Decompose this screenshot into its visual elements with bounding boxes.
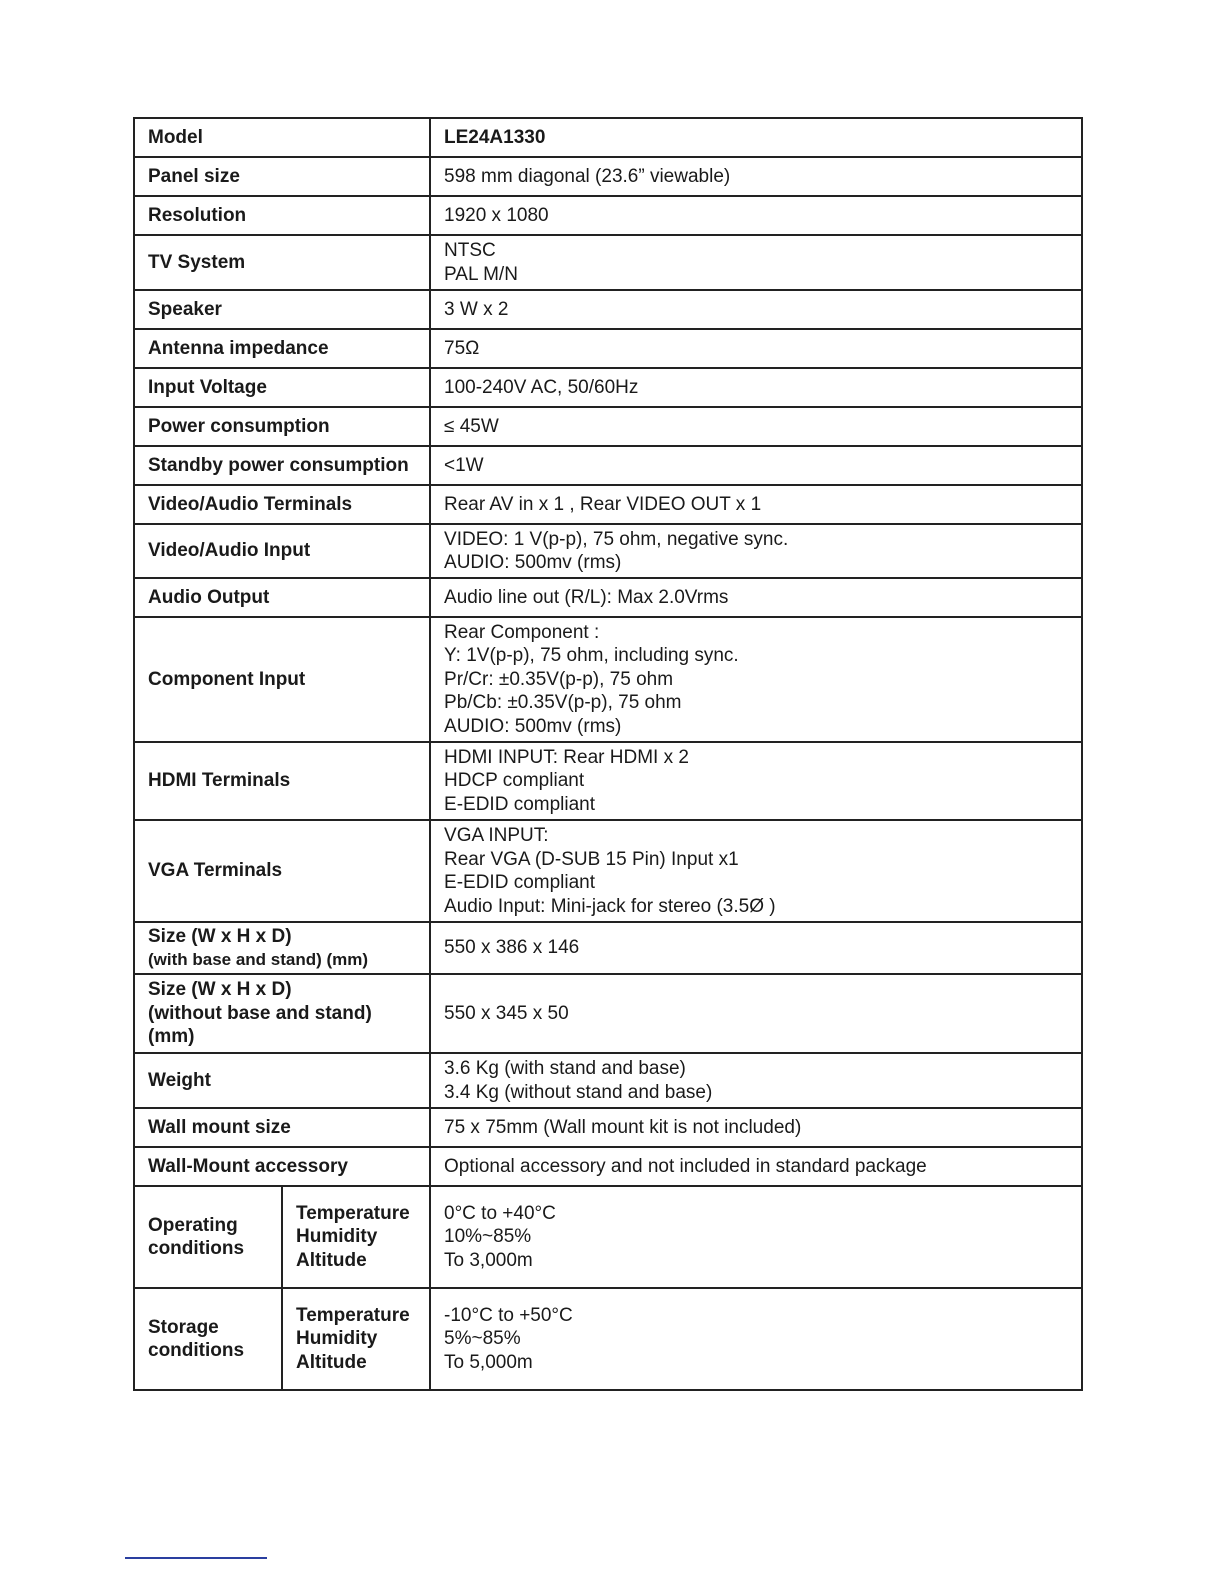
row-label [134,1288,282,1390]
row-value: 550 x 345 x 50 [430,974,1082,1053]
value-line: PAL M/N [444,263,518,285]
table-row-component-input [134,617,1082,742]
table-row-size-with-stand [134,922,1082,974]
value-line: To 5,000m [444,1351,533,1373]
value-line: NTSC [444,240,496,261]
row-value [430,524,1082,578]
row-label: Wall-Mount accessory [134,1147,430,1186]
label-line: Size (W x H x D) [148,979,292,1001]
param-line: Altitude [296,1351,367,1373]
table-row-wall-mount-accessory [134,1147,1082,1186]
table-row-input-voltage [134,368,1082,407]
row-label: Video/Audio Input [134,524,430,578]
table-row-antenna-impedance [134,329,1082,368]
table-row-video-audio-terminals [134,485,1082,524]
table-row-video-audio-input [134,524,1082,578]
table-row-standby-power [134,446,1082,485]
value-line: 3.6 Kg (with stand and base) [444,1058,686,1079]
param-line: Humidity [296,1226,378,1248]
value-line: 3.4 Kg (without stand and base) [444,1081,713,1103]
value-line: VIDEO: 1 V(p-p), 75 ohm, negative sync. [444,528,789,550]
specifications-table [133,117,1083,1391]
value-line: Pb/Cb: ±0.35V(p-p), 75 ohm [444,692,682,714]
row-value: 75 x 75mm (Wall mount kit is not included) [430,1108,1082,1147]
param-line: Temperature [296,1202,410,1224]
row-label: VGA Terminals [134,820,430,922]
value-line: Rear VGA (D-SUB 15 Pin) Input x1 [444,848,739,870]
row-value [430,742,1082,820]
row-label: Panel size [134,157,430,196]
condition-params [282,1288,430,1390]
param-line: Humidity [296,1328,378,1350]
table-row-storage-conditions [134,1288,1082,1390]
value-line: Pr/Cr: ±0.35V(p-p), 75 ohm [444,668,674,690]
label-line: (mm) [148,1026,195,1048]
value-line: HDMI INPUT: Rear HDMI x 2 [444,746,689,768]
row-value [430,235,1082,290]
row-label: Power consumption [134,407,430,446]
row-value [430,617,1082,742]
row-label: Resolution [134,196,430,235]
label-line: conditions [148,1340,245,1361]
row-value: 550 x 386 x 146 [430,922,1082,974]
value-line: Rear Component : [444,621,600,643]
row-value: Optional accessory and not included in standard package [430,1147,1082,1186]
value-line: VGA INPUT: [444,825,549,846]
value-line: E-EDID compliant [444,872,596,893]
value-line: HDCP compliant [444,770,585,792]
table-row-operating-conditions [134,1186,1082,1288]
label-line: (without base and stand) [148,1002,372,1024]
value-line: AUDIO: 500mv (rms) [444,552,622,573]
table-row-hdmi-terminals [134,742,1082,820]
row-label: Speaker [134,290,430,329]
value-line: 0°C to +40°C [444,1202,556,1224]
table-row-panel-size [134,157,1082,196]
row-label: Model [134,118,430,157]
value-line: 10%~85% [444,1226,532,1248]
table-row-size-without-stand [134,974,1082,1053]
label-line: (with base and stand) (mm) [148,950,369,969]
row-value: <1W [430,446,1082,485]
table-row-model [134,118,1082,157]
row-label: Standby power consumption [134,446,430,485]
value-line: -10°C to +50°C [444,1304,573,1326]
table-row-resolution [134,196,1082,235]
row-value [430,1288,1082,1390]
row-label [134,922,430,974]
row-value: 3 W x 2 [430,290,1082,329]
value-line: Y: 1V(p-p), 75 ohm, including sync. [444,645,739,667]
table-row-power-consumption [134,407,1082,446]
label-line: conditions [148,1238,245,1259]
row-value: Audio line out (R/L): Max 2.0Vrms [430,578,1082,617]
model-value: LE24A1330 [430,118,1082,157]
label-line: Size (W x H x D) [148,925,292,947]
row-label: Weight [134,1053,430,1108]
condition-params [282,1186,430,1288]
value-line: AUDIO: 500mv (rms) [444,715,622,737]
row-value: ≤ 45W [430,407,1082,446]
param-line: Temperature [296,1304,410,1326]
footnote-divider [125,1557,267,1559]
value-line: Audio Input: Mini-jack for stereo (3.5Ø ) [444,895,776,917]
row-label: Component Input [134,617,430,742]
table-row-wall-mount-size [134,1108,1082,1147]
row-label: Audio Output [134,578,430,617]
value-line: 5%~85% [444,1328,521,1350]
label-line: Storage [148,1316,219,1338]
row-label: Input Voltage [134,368,430,407]
table-row-vga-terminals [134,820,1082,922]
row-label [134,1186,282,1288]
row-label: Video/Audio Terminals [134,485,430,524]
label-line: Operating [148,1214,238,1236]
row-value: 75Ω [430,329,1082,368]
row-value [430,1186,1082,1288]
row-value [430,1053,1082,1108]
row-label: HDMI Terminals [134,742,430,820]
row-label [134,974,430,1053]
value-line: To 3,000m [444,1249,533,1271]
row-label: Wall mount size [134,1108,430,1147]
row-value: Rear AV in x 1 , Rear VIDEO OUT x 1 [430,485,1082,524]
table-row-tv-system [134,235,1082,290]
row-value: 1920 x 1080 [430,196,1082,235]
table-row-audio-output [134,578,1082,617]
row-value: 100-240V AC, 50/60Hz [430,368,1082,407]
row-value [430,820,1082,922]
table-row-weight [134,1053,1082,1108]
row-label: TV System [134,235,430,290]
row-label: Antenna impedance [134,329,430,368]
table-row-speaker [134,290,1082,329]
param-line: Altitude [296,1249,367,1271]
row-value: 598 mm diagonal (23.6” viewable) [430,157,1082,196]
value-line: E-EDID compliant [444,793,596,815]
